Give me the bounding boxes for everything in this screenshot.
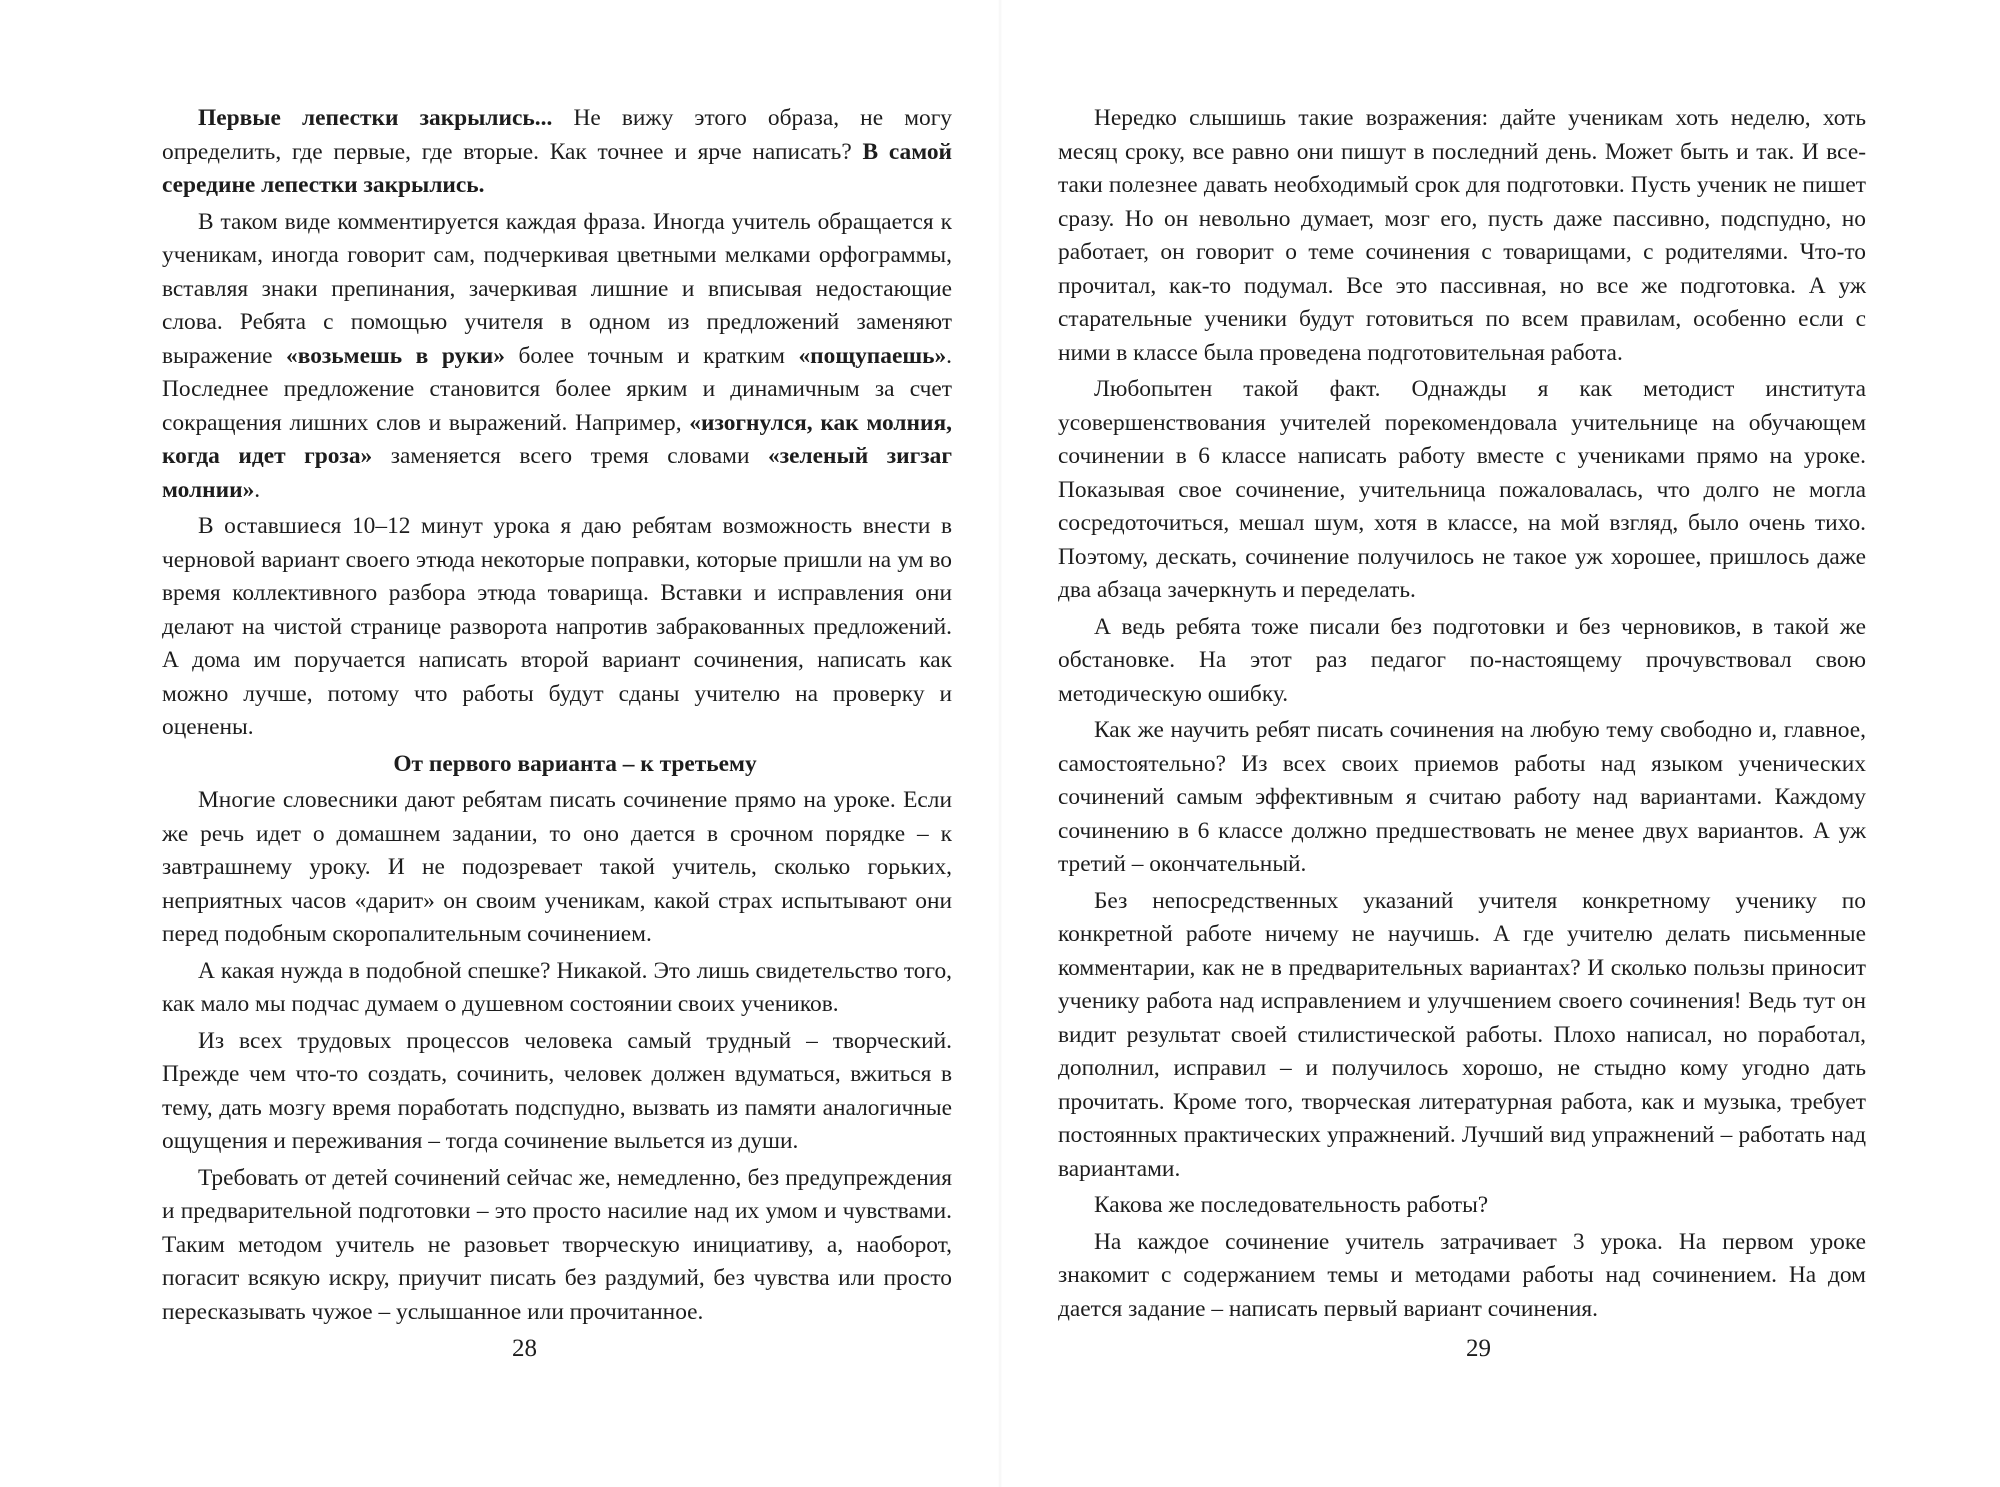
paragraph: Какова же последовательность работы? <box>1094 1192 1489 1218</box>
right-page-text <box>1058 102 1866 1329</box>
paragraph: Любопытен такой факт. Однажды я как методист института усовершенствования учителей порекомендовала учительнице на обучающем сочинении в 6 классе написать работу вместе с учениками прямо на уроке. Показывая свое сочинение, учительница пожаловалась, что долго не могла сосредоточиться, мешал шум, хотя в классе, на мой взгляд, было очень тихо. Поэтому, дескать, сочинение получилось не такое уж хорошее, пришлось даже два абзаца зачеркнуть и переделать. <box>1058 376 1866 603</box>
paragraph: Без непосредственных указаний учителя конкретному ученику по конкретной работе ничему не научишь. А где учителю делать письменные комментарии, как не в предварительных вариантах? И сколько пользы приносит ученику работа над исправлением и улучшением своего сочинения! Ведь тут он видит результат своей стилистической работы. Плохо написал, но поработал, дополнил, исправил – и получилось хорошо, не стыдно кому угодно дать прочитать. Кроме того, творческая литературная работа, как и музыка, требует постоянных практических упражнений. Лучший вид упражнений – работать над вариантами. <box>1058 887 1866 1182</box>
text-run: . <box>254 476 261 503</box>
page-number: 28 <box>512 1335 537 1362</box>
paragraph: На каждое сочинение учитель затрачивает 3 урока. На первом уроке знакомит с содержанием темы и методами работы над сочинением. На дом дается задание – написать первый вариант сочинения. <box>1058 1228 1866 1322</box>
text-run: . Последнее предложение становится более ярким и динамичным за счет сокращения лишних слов и выражений. Например, <box>162 342 953 436</box>
paragraph: Из всех трудовых процессов человека самый трудный – творческий. Прежде чем что-то создать, сочинить, человек должен вдуматься, вжиться в тему, дать мозгу время поработать подспудно, вызвать из памяти аналогичные ощущения и переживания – тогда сочинение выльется из души. <box>162 1027 952 1154</box>
paragraph <box>162 206 952 508</box>
paragraph: В оставшиеся 10–12 минут урока я даю ребятам возможность внести в черновой вариант своего этюда некоторые поправки, которые пришли на ум во время коллективного разбора этюда товарища. Вставки и исправления они делают на чистой странице разворота напротив забракованных предложений. А дома им поручается написать второй вариант сочинения, написать как можно лучше, потому что работы будут сданы учителю на проверку и оценены. <box>162 513 952 740</box>
paragraph <box>162 102 952 203</box>
text-run: Не вижу этого образа, не могу определить, где первые, где вторые. Как точнее и ярче написать? <box>162 105 952 165</box>
bold-phrase: В самой середине лепестки закрылись. <box>162 138 952 198</box>
text-run: более точным и кратким <box>504 342 799 369</box>
section-heading: От первого варианта – к третьему <box>393 750 757 777</box>
paragraph: Требовать от детей сочинений сейчас же, немедленно, без предупреждения и предварительной подготовки – это просто насилие над их умом и чувствами. Таким методом учитель не разовьет творческую инициативу, а, наоборот, погасит всякую искру, приучит писать без раздумий, без чувства или просто пересказывать чужое – услышанное или прочитанное. <box>162 1164 952 1325</box>
bold-phrase: «пощупаешь» <box>798 342 947 369</box>
page-number: 29 <box>1466 1335 1491 1362</box>
left-page-text <box>162 102 952 1332</box>
bold-phrase: «зеленый зигзаг молнии» <box>162 443 952 503</box>
bold-phrase: «изогнулся, как молния, когда идет гроза» <box>162 409 952 469</box>
text-run: заменяется всего тремя словами <box>372 443 769 469</box>
paragraph: Нередко слышишь такие возражения: дайте ученикам хоть неделю, хоть месяц сроку, все равно они пишут в последний день. Может быть и так. И все-таки полезнее давать необходимый срок для подготовки. Пусть ученик не пишет сразу. Но он невольно думает, мозг его, пусть даже пассивно, подспудно, но работает, он говорит о теме сочинения с товарищами, с родителями. Что-то прочитал, как-то подумал. Все это пассивная, но все же подготовка. А уж старательные ученики будут готовиться по всем правилам, особенно если с ними в классе была проведена подготовительная работа. <box>1058 105 1866 366</box>
bold-phrase: «возьмешь в руки» <box>286 342 505 369</box>
paragraph: Как же научить ребят писать сочинения на любую тему свободно и, главное, самостоятельно? Из всех своих приемов работы над языком ученических сочинений самым эффективным я считаю работу над вариантами. Каждому сочинению в 6 классе должно предшествовать не менее двух вариантов. А уж третий – окончательный. <box>1058 717 1866 877</box>
paragraph: А какая нужда в подобной спешке? Никакой. Это лишь свидетельство того, как мало мы подчас думаем о душевном состоянии своих учеников. <box>162 957 952 1017</box>
text-run: В таком виде комментируется каждая фраза. Иногда учитель обращается к ученикам, иногда говорит сам, подчеркивая цветными мелками орфограммы, вставляя знаки препинания, зачеркивая лишние и вписывая недостающие слова. Ребята с помощью учителя в одном из предложений заменяют выражение <box>162 208 952 369</box>
bold-phrase: Первые лепестки закрылись... <box>198 105 553 131</box>
paragraph: А ведь ребята тоже писали без подготовки и без черновиков, в такой же обстановке. На этот раз педагог по-настоящему прочувствовал свою методическую ошибку. <box>1058 613 1866 707</box>
right-page <box>1000 0 2000 1487</box>
paragraph: Многие словесники дают ребятам писать сочинение прямо на уроке. Если же речь идет о домашнем задании, то оно дается в срочном порядке – к завтрашнему уроку. И не подозревает такой учитель, сколько горьких, неприятных часов «дарит» он своим ученикам, какой страх испытывают они перед подобным скоропалительным сочинением. <box>162 787 952 947</box>
